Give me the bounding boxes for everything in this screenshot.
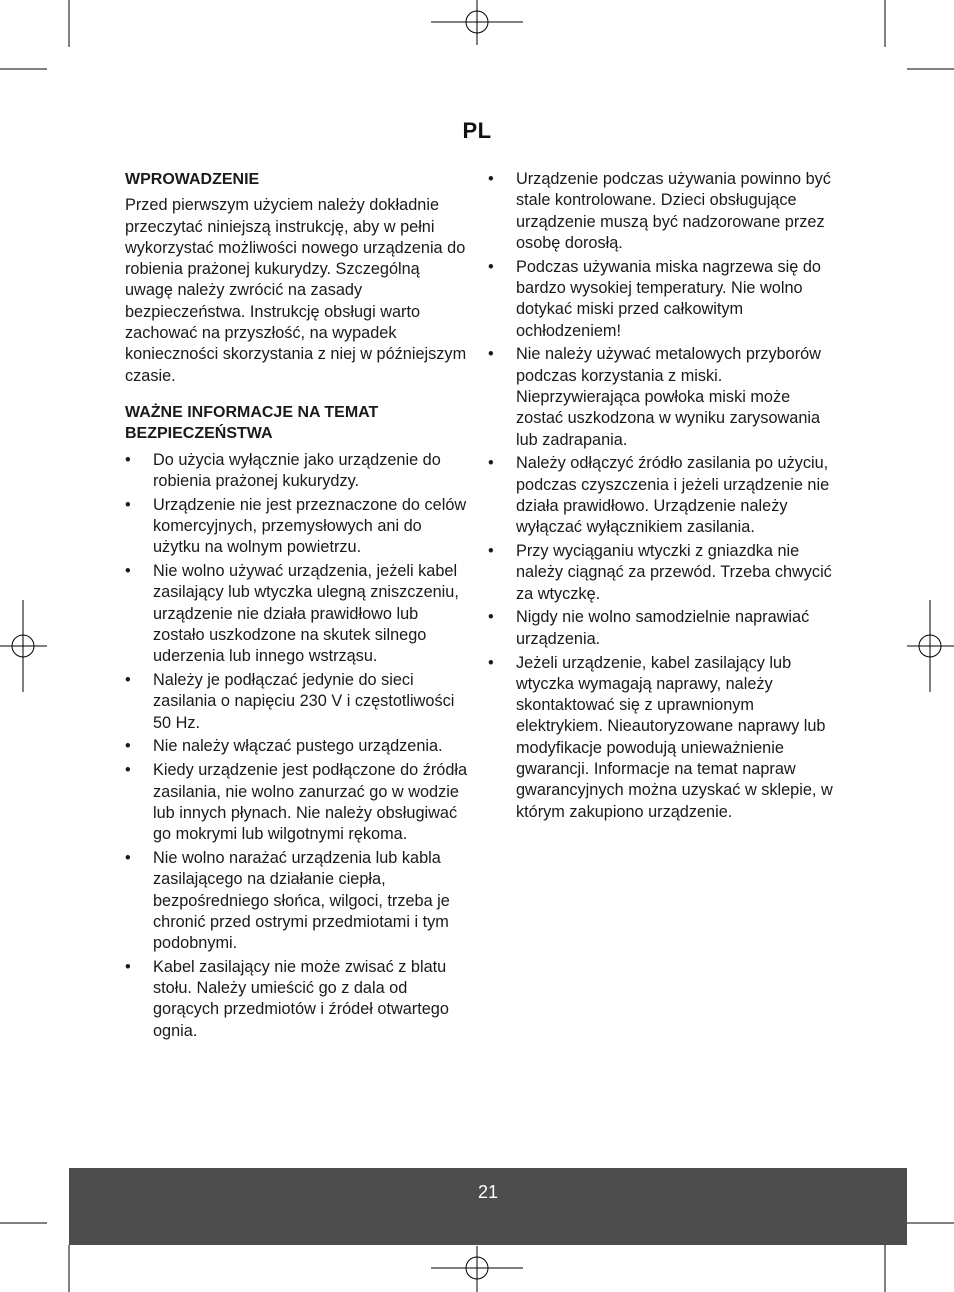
list-item-text: Jeżeli urządzenie, kabel zasilający lub wtyczka wymagają naprawy, należy skontaktować się z uprawnionym elektrykiem. Nieautoryzowane naprawy lub modyfikacje powodują unieważnienie gwarancji. Informacje na temat napraw gwarancyjnych można uzyskać w sklepie, w którym zakupiono urządzenie. (516, 653, 833, 821)
registration-target-right (907, 600, 954, 692)
list-item (125, 670, 470, 734)
list-item-text: Kiedy urządzenie jest podłączone do źródła zasilania, nie wolno zanurzać go w wodzie lub innych płynach. Nie należy obsługiwać go mokrymi lub wilgotnymi rękoma. (153, 761, 468, 844)
list-item (488, 344, 833, 450)
bullet: • (488, 608, 494, 627)
bullet: • (125, 671, 131, 690)
list-item (125, 736, 470, 757)
safety-list-left (125, 450, 470, 1043)
list-item (125, 957, 470, 1042)
bullet: • (125, 848, 131, 867)
list-item-text: Przy wyciąganiu wtyczki z gniazdka nie należy ciągnąć za przewód. Trzeba chwycić za wtyczkę. (516, 542, 832, 603)
bullet: • (125, 737, 131, 756)
list-item (488, 257, 833, 342)
list-item (488, 607, 833, 650)
list-item (125, 450, 470, 493)
list-item-text: Podczas używania miska nagrzewa się do bardzo wysokiej temperatury. Nie wolno dotykać miski przed całkowitym ochłodzeniem! (516, 257, 821, 340)
list-item (488, 653, 833, 823)
right-column (488, 169, 833, 825)
bullet: • (125, 495, 131, 514)
bullet: • (488, 454, 494, 473)
intro-paragraph: Przed pierwszym użyciem należy dokładnie przeczytać niniejszą instrukcję, aby w pełni wykorzystać możliwości nowego urządzenia do robienia prażonej kukurydzy. Szczególną uwagę należy zwrócić na zasady bezpieczeństwa. Instrukcję obsługi warto zachować na przyszłość, na wypadek konieczności skorzystania z niej w późniejszym czasie. (125, 196, 467, 385)
list-item-text: Do użycia wyłącznie jako urządzenie do robienia prażonej kukurydzy. (153, 450, 441, 490)
list-item-text: Nie wolno używać urządzenia, jeżeli kabel zasilający lub wtyczka ulegną zniszczeniu, urządzenie nie działa prawidłowo lub zostało uszkodzone na skutek silnego uderzenia lub innego wstrząsu. (153, 562, 459, 666)
footer-bar (69, 1168, 907, 1245)
list-item-text: Urządzenie podczas używania powinno być stale kontrolowane. Dzieci obsługujące urządzenie muszą być nadzorowane przez osobę dorosłą. (516, 170, 831, 252)
bullet: • (125, 761, 131, 780)
list-item (125, 561, 470, 667)
intro-heading: WPROWADZENIE (125, 171, 260, 188)
safety-heading: WAŻNE INFORMACJE NA TEMAT BEZPIECZEŃSTWA (125, 403, 379, 443)
list-item-text: Nie należy używać metalowych przyborów podczas korzystania z miski. Nieprzywierająca powłoka miski może zostać uszkodzona w wyniku zarysowania lub zadrapania. (516, 345, 821, 449)
list-item-text: Należy odłączyć źródło zasilania po użyciu, podczas czyszczenia i jeżeli urządzenie nie działa prawidłowo. Urządzenie należy wyłączać wyłącznikiem zasilania. (516, 454, 830, 537)
page-number: 21 (477, 1182, 499, 1202)
list-item (125, 848, 470, 954)
list-item (125, 760, 470, 845)
list-item-text: Kabel zasilający nie może zwisać z blatu stołu. Należy umieścić go z dala od gorących przedmiotów i źródeł otwartego ognia. (153, 957, 449, 1040)
bullet: • (125, 957, 131, 976)
list-item (488, 541, 833, 605)
list-item-text: Nigdy nie wolno samodzielnie naprawiać urządzenia. (516, 608, 810, 648)
list-item-text: Nie wolno narażać urządzenia lub kabla zasilającego na działanie ciepła, bezpośredniego słońca, wilgoci, trzeba je chronić przed ostrymi przedmiotami i tym podobnymi. (153, 848, 450, 953)
bullet: • (125, 450, 131, 469)
left-column (125, 169, 470, 1045)
language-code-heading: PL (462, 118, 492, 143)
bullet: • (488, 170, 494, 188)
bullet: • (488, 542, 494, 561)
registration-target-bottom (431, 1246, 523, 1292)
list-item-text: Urządzenie nie jest przeznaczone do celów komercyjnych, przemysłowych ani do użytku na wolnym powietrzu. (153, 495, 467, 557)
list-item (488, 453, 833, 538)
safety-list-right (488, 169, 833, 823)
list-item (488, 169, 833, 254)
bullet: • (125, 562, 131, 581)
registration-target-left (0, 600, 47, 692)
registration-target-top (431, 0, 523, 45)
list-item-text: Należy je podłączać jedynie do sieci zasilania o napięciu 230 V i częstotliwości 50 Hz. (153, 671, 455, 732)
bullet: • (488, 257, 494, 276)
bullet: • (488, 345, 494, 364)
list-item (125, 495, 470, 559)
list-item-text: Nie należy włączać pustego urządzenia. (153, 737, 443, 756)
bullet: • (488, 653, 494, 672)
